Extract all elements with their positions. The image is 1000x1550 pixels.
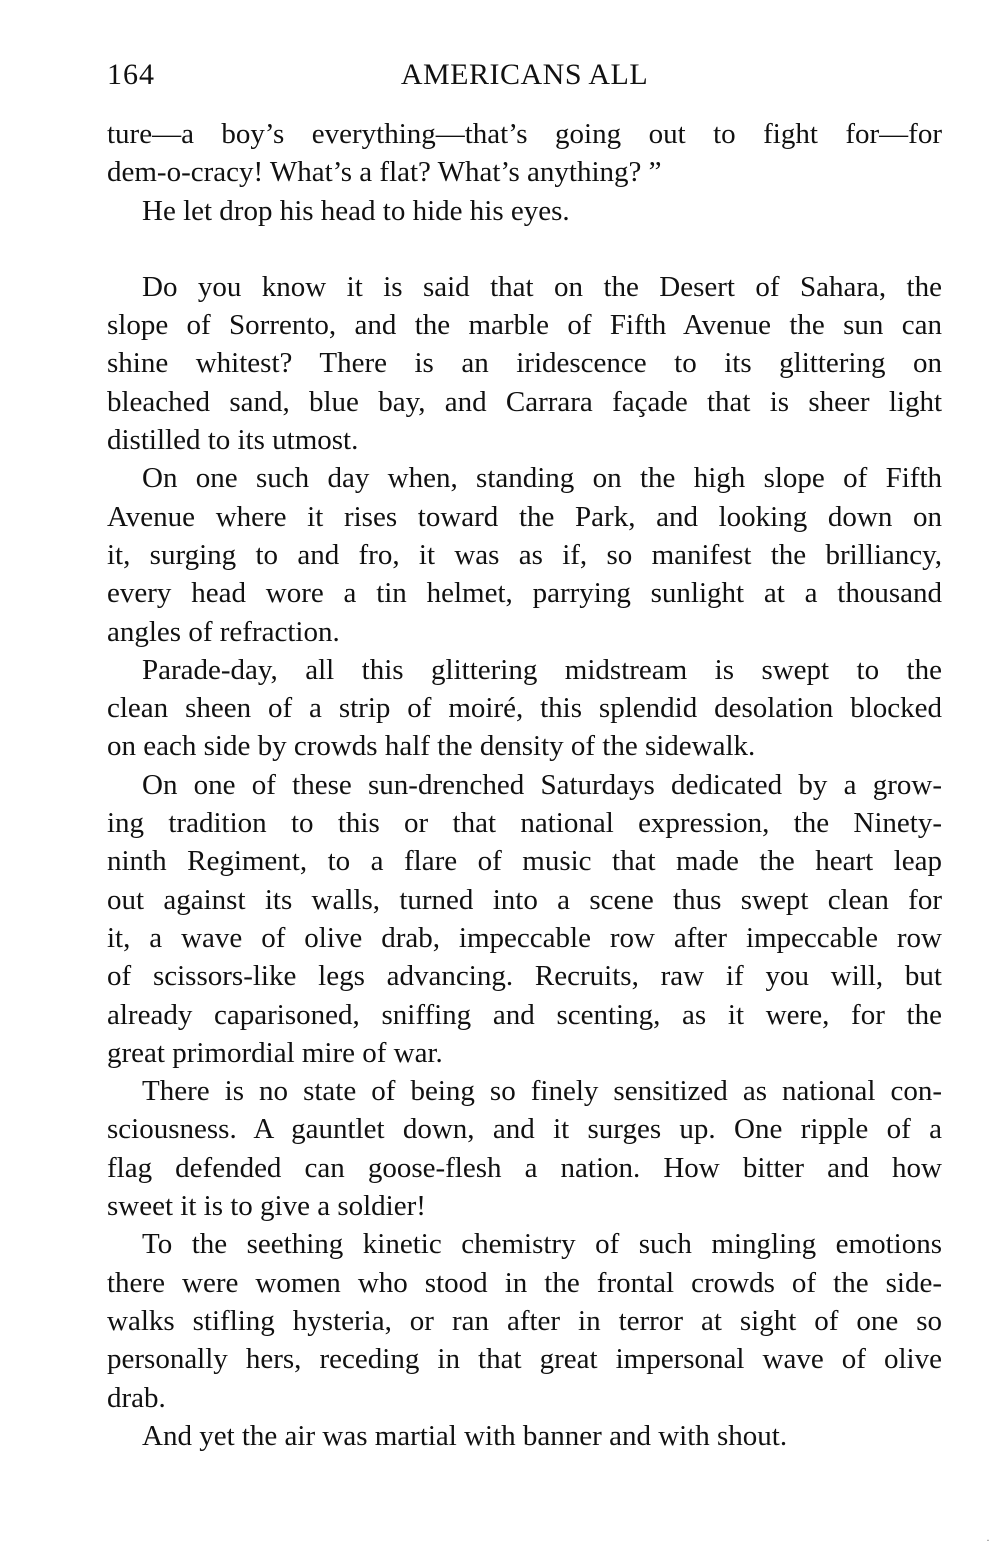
paragraph [107,268,942,459]
text-line: On one such day when, standing on the high slope of Fifth [142,462,942,495]
text-line: To the seething kinetic chemistry of such mingling emotions [142,1228,942,1261]
text-line: on each side by crowds half the density of the sidewalk. [107,730,756,763]
text-line: dem-o-cracy! What’s a flat? What’s anything? ” [107,156,662,189]
text-line: there were women who stood in the frontal crowds of the side- [107,1266,942,1299]
paragraph [107,651,942,766]
text-line: drab. [107,1381,166,1414]
text-line: sweet it is to give a soldier! [107,1190,426,1223]
text-line: it, surging to and fro, it was as if, so manifest the brilliancy, [107,538,942,571]
text-line: And yet the air was martial with banner and with shout. [142,1419,788,1452]
text-line: walks stifling hysteria, or ran after in terror at sight of one so [107,1304,942,1337]
page-header [107,52,942,98]
paragraph [107,1072,942,1225]
text-line: out against its walls, turned into a scene thus swept clean for [107,883,942,916]
body-text [107,115,942,1455]
text-line: it, a wave of olive drab, impeccable row after impeccable row [107,921,942,954]
text-line: of scissors-like legs advancing. Recruits, raw if you will, but [107,960,942,993]
text-line: There is no state of being so finely sensitized as national con- [142,1075,942,1108]
text-line: distilled to its utmost. [107,424,359,457]
text-line: ing tradition to this or that national expression, the Ninety- [107,807,942,840]
text-line: great primordial mire of war. [107,1036,443,1069]
text-line: personally hers, receding in that great impersonal wave of olive [107,1343,942,1376]
text-line: clean sheen of a strip of moiré, this splendid desolation blocked [107,692,942,725]
text-line: Do you know it is said that on the Desert of Sahara, the [142,270,942,303]
text-line: ninth Regiment, to a flare of music that made the heart leap [107,845,942,878]
text-line: bleached sand, blue bay, and Carrara façade that is sheer light [107,385,942,418]
text-line: He let drop his head to hide his eyes. [142,194,570,227]
paragraph [107,1417,942,1455]
text-line: ture—a boy’s everything—that’s going out to fight for—for [107,118,942,150]
paragraph [107,766,942,1072]
paragraph [107,459,942,650]
paragraph [107,115,942,192]
page-number: 164 [107,58,155,91]
text-line: already caparisoned, sniffing and scenting, as it were, for the [107,998,942,1031]
paragraph [107,1225,942,1416]
text-line: slope of Sorrento, and the marble of Fifth Avenue the sun can [107,309,942,342]
text-line: sciousness. A gauntlet down, and it surges up. One ripple of a [107,1113,942,1146]
text-line: shine whitest? There is an iridescence to its glittering on [107,347,942,380]
text-line: angles of refraction. [107,615,340,648]
text-line: On one of these sun-drenched Saturdays dedicated by a grow- [142,768,942,801]
running-title: AMERICANS ALL [400,58,649,91]
text-line: every head wore a tin helmet, parrying sunlight at a thousand [107,577,942,610]
scan-mark: · [986,1533,990,1547]
text-line: flag defended can goose-flesh a nation. How bitter and how [107,1151,942,1184]
text-line: Avenue where it rises toward the Park, and looking down on [107,500,942,533]
paragraph [107,192,942,230]
text-line: Parade-day, all this glittering midstream is swept to the [142,653,942,686]
